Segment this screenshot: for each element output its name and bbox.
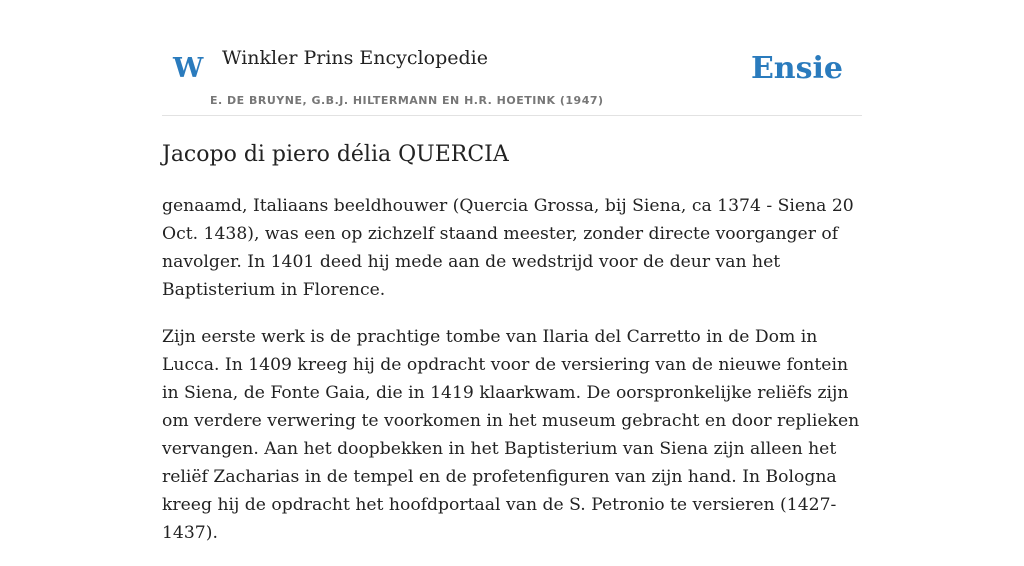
article-paragraph: Zijn eerste werk is de prachtige tombe van Ilaria del Carretto in de Dom in Lucca. In 1409 kreeg hij de opdracht voor de versiering van de nieuwe fontein in Siena, de Fonte Gaia, die in 1419 klaarkwam. De oorspronkelijke reliëfs zijn om verdere verwering te voorkomen in het museum gebracht en door replieken vervangen. Aan het doopbekken in het Baptisterium van Siena zijn alleen het reliëf Zacharias in de tempel en de profetenfiguren van zijn hand. In Bologna kreeg hij de opdracht het hoofdportaal van de S. Petronio te versieren (1427-1437).: [162, 327, 860, 543]
winkler-prins-logo[interactable]: W: [173, 53, 204, 84]
authors-credit: E. DE BRUYNE, G.B.J. HILTERMANN EN H.R. HOETINK (1947): [210, 94, 604, 107]
ensie-brand-logo[interactable]: Ensie: [750, 51, 843, 86]
article-body: [162, 192, 862, 566]
header-divider: [162, 115, 862, 116]
site-title[interactable]: Winkler Prins Encyclopedie: [222, 47, 488, 69]
article-paragraph: genaamd, Italiaans beeldhouwer (Quercia Grossa, bij Siena, ca 1374 - Siena 20 Oct. 1438), was een op zichzelf staand meester, zonder directe voorganger of navolger. In 1401 deed hij mede aan de wedstrijd voor de deur van het Baptisterium in Florence.: [162, 196, 854, 300]
article-title: Jacopo di piero délia QUERCIA: [162, 142, 509, 167]
